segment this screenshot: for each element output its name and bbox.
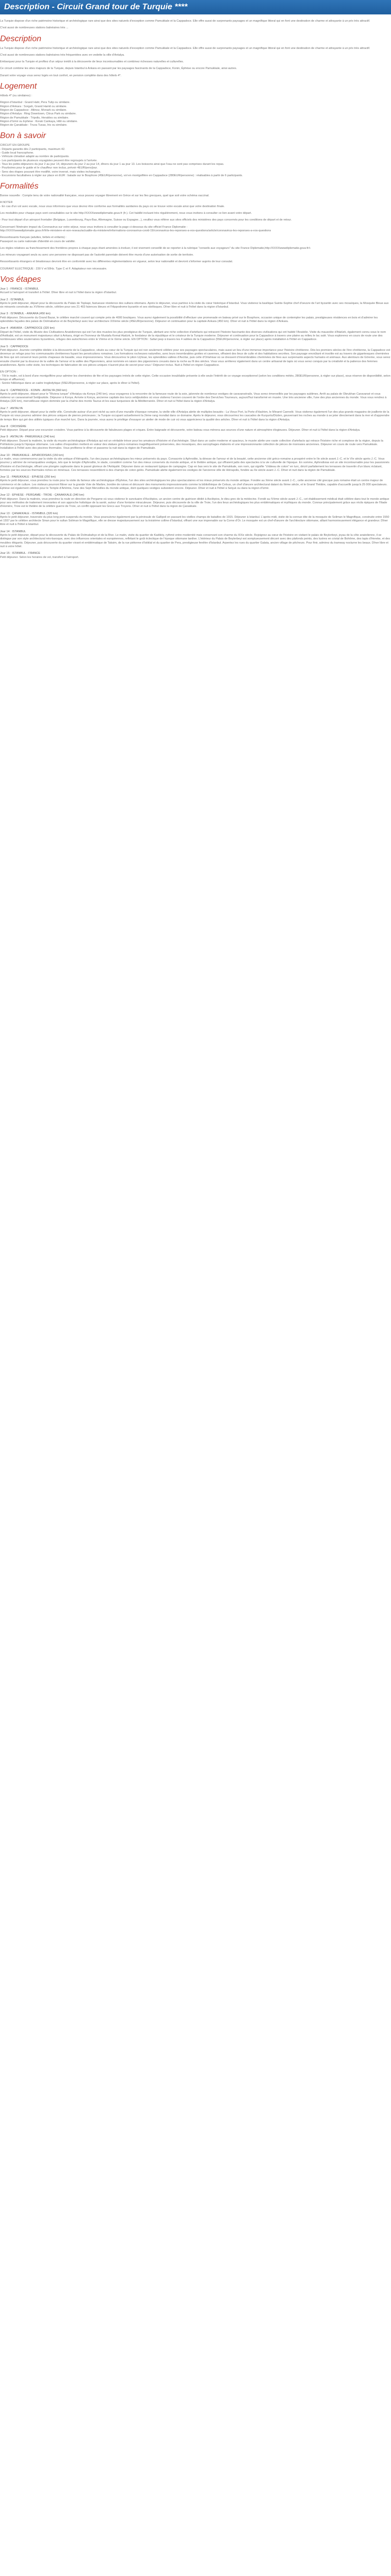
- paragraph: COURANT ELECTRIQUE : 230 V et 50Hz. Type C et F. Adaptateur non nécessaire.: [0, 267, 107, 270]
- day-text: Petit déjeuner. Durant la matinée, la visite du musée archéologique d'Antalya qui est un véritable trésor pour les amateurs d'histoire et d'archéologie. Situé dans un cadre moderne et spacieux, le musée abrite une vaste collection d'artefacts qui retrace l'histoire riche et complexe de la région, depuis la Préhistoire jusqu'à l'époque ottomane. Les salles d'exposition mettent en valeur des statues gréco-romaines magnifiquement préservées, des mosaïques, des sarcophages élaborés et une impressionnante collection de pièces de monnaies anciennes. Déjeuner en cours de route vers Pamukkale. Installation à l'hôtel avec des piscines thermales. Vous profiterez le dîner et passerez la nuit dans la région de Pamukkale.: [0, 439, 383, 450]
- logement-line: Région de Cappadoce : Altinoz, Monark ou similaire.: [0, 108, 67, 112]
- paragraph: La Turquie dispose d'un riche patrimoine historique et archéologique rare ainsi que des sites naturels d'exception comme Pamukkale et la Cappadoce. Elle offre aussi de surprenants paysages et un magnifique littoral qui en font une destination de charme et attrayante à un prix très attractif.: [0, 46, 370, 50]
- paragraph: - Pour tout départ d'un aéroport frontalier (Belgique, Luxembourg, Pays-Bas, Allemagne, Suisse ou Espagne...), veuillez vous référer aux sites officiels des ministères des pays concernés pour les conditions de départ et de retour.: [0, 218, 292, 222]
- day-title: Jour 2 : ISTANBUL: [0, 298, 25, 301]
- day-item: [0, 530, 391, 549]
- day-title: Jour 10 : PAMUKKALE - APHRODISIAS (150 km): [0, 453, 64, 457]
- day-text: Après le petit déjeuner, départ pour la découverte du Palais de Topkapi, fastueuse résidence des sultans ottomans. Après le déjeuner, vous partirez à la visite du cœur historique d'Istanbul. Vous visiterez la basilique Sainte-Sophie chef d'oeuvre de l'art byzantin avec ses mosaïques, la Mosquée Bleue aux six minarets construite au XVIIème siècle, célèbre pour ses 21 403 faïences bleues et l'Hippodrome byzantin et ses obélisques. Dîner libre et nuit à l'hôtel dans la région d'Istanbul.: [0, 301, 389, 309]
- title-bar: [0, 0, 391, 14]
- section-title: Bon à savoir: [0, 131, 46, 141]
- day-text: Après le petit-déjeuner, départ pour le "Riviera turque" d'Antalya via Konya (240 km), vous voyagerez à la rencontre de la fameuse route de la soie, jalonnée de nombreux vestiges de caravansérails. Vous serez émerveillés par les paysages sublimes. Arrêt au palais de Obrukhan Caravansé et vous visiterez un caravansérail Seldjoukide. Déjeuner à Konya. Arrivée à Konya, ancienne capitale des turcs seldjoukides où vous visiterez l'ancien couvent de l'ordre des Derviches Tourneurs, aujourd'hui transformé en musée. Une très ancienne ville, l'une des plus anciennes du monde. Vous vous rendrez à Antalya (320 km), merveilleuse région dominée par la chaîne des monts Taurus et les eaux turquoises de la Méditerranée. Dîner et nuit à l'hôtel dans la région d'Antalya.: [0, 392, 387, 403]
- paragraph: Ce circuit combine les sites majeurs de la Turquie, depuis Istanbul à Ankara en passant par les paysages fascinants de la Cappadoce, Konin, Éphèse ou encore Pamukkale, ainsi autres.: [0, 67, 237, 71]
- intro-paragraph: C'est aussi de nombreuses stations balnéaires très ...: [0, 26, 69, 30]
- paragraph: Les modalités pour chaque pays sont consultables sur le site http://XXXXwwwdiplomatie.gouv.fr (fr.). Cet habillé incluant très régulièrement, nous vous invitons à consulter ce lien avant votre départ.: [0, 212, 252, 215]
- logement-line: Région d'Ankara : Sorgah, Grand Hamit ou similaire.: [0, 105, 68, 108]
- day-item: [0, 512, 391, 527]
- paragraph: Ressortissants français (adultes, bébés et enfants) :: [0, 236, 67, 240]
- day-title: Jour 13 : ÇANAKKALE - ISTANBUL (320 km): [0, 512, 58, 515]
- day-title: Jour 8 : CROISIÈRE: [0, 425, 26, 428]
- day-title: Jour 14 : ISTANBUL: [0, 530, 26, 533]
- paragraph: Bonne nouvelle : Compte tenu de votre nationalité française, vous pouvez voyager librement en Grèce et sur les îles grecques, quel que soit votre schéma vaccinal.: [0, 194, 209, 198]
- logement-line: Région de Pamukkale : Tripolis, Herakles ou similaire.: [0, 116, 69, 120]
- day-extra: EN OPTION : - Tôt le matin, vol à bord d'une montgolfière pour admirer les cheminées de fée et les paysages irréels de cette région. Cette occasion inoubliable présente à elle seule l'intérêt de ce voyage exceptionnel (selon les conditions météo, 280EUR/personne, à régler sur place), sous réserve de disponibilité, selon temps et affluence). - Soirée folklorique dans un cadre troglodytique (55EUR/personne, à régler sur place, après le dîner à l'hôtel).: [0, 370, 390, 385]
- day-text: Petit déjeuner. Départ pour une excursion croisière. Vous partirez à la découverte de fabuleuses plages et criques. Entre baignade et découverte, votre bateau vous mènera aux sources d'une nature et atmosphère élogieuses. Déjeuner. Dîner et nuit à l'hôtel dans la région d'Antalya.: [0, 429, 361, 432]
- day-text: Petit déjeuner. Découverte du Grand Bazar, le célèbre marché couvert qui compte près de 4000 boutiques. Vous aurez également la possibilité d'effectuer une promenade en bateau privé sur le Bosphore, occasion unique de contempler les palais, prestigieuses résidences en bois et d'admirer les splendides façades des palais de Dolmabahce et de Beylerbeyi avec leur architecture XIXème siècle (45EUR/personne). Déjeuner et continuation pour la capitale Ankara (450 km). Dîner et nuit à l'hôtel dans la région d'Ankara.: [0, 316, 378, 324]
- day-text: Après le petit déjeuner, départ pour la vieille ville. Construite autour d'un port niché au sein d'une muraille d'époque romaine, la vieille ville d'Antalya abrite de multiples beautés : La Vieux Port, la Porte d'Hadrien, le Minaret Cannelé. Vous visiterez également l'un des plus grands magasins de joaillerie de la Turquie où vous pourrez admirer des pièces uniques de pierres précieuses ; la Turquie occupant actuellement la 2ème rang mondial dans ce domaine. Après le déjeuner, vous découvrirez les cascades de Kurşunlu/Düden, gouvernant les roches au monde à se jeter directement dans la mer et d'apprendre de temps libre qui gré des utilités typiques d'un marché turc. Dans la journée, vous aurez le privilège d'essayer un atelier de mode de cuir où vous apprécierez la qualité des articles. Dîner et nuit à l'hôtel dans la région d'Antalya.: [0, 411, 389, 421]
- info-line: - Excursions facultatives à régler sur place en EUR : balade sur le Bosphore (45EUR/personne), vol en montgolfière en Cappadoce (280EUR/personne) : réalisables à partir de 6 participants.: [0, 174, 243, 177]
- day-text: Petit déjeuner. Dans la matinée, vous prendrez la route en direction de Pergame où vous visiterez le sanctuaire d'Asclépios, un ancien centre de guérison dédié à Asclépios, le dieu grec de la médecine. Fondé au IVème siècle avant J.-C., cet établissement médical était célèbre dans tout le monde antique pour ses méthodes de traitement innovantes et son approche holistique de la santé, autour d'une fontaine miraculeuse. Déjeuner, puis découverte de la ville de Troie, l'un des lieux archéologiques les plus emblématiques et mythiques du monde. Connue principalement grâce aux récits épiques de l'Iliade d'Homère, Troie est le théâtre de la célèbre guerre de Troie, un conflit opposant les Grecs aux Troyens. Dîner et nuit à l'hôtel dans la région de Çanakkale.: [0, 497, 389, 509]
- info-line: - Sens des étapes pouvant être modifié, voire inversé, mais visites inchangées.: [0, 170, 101, 174]
- paragraph: A NOTER: [0, 201, 13, 205]
- day-title: Jour 15 : ISTANBUL - FRANCE: [0, 552, 41, 555]
- page-title: Description - Circuit Grand tour de Turquie ****: [4, 3, 188, 12]
- section-title: Formalités: [0, 182, 39, 191]
- paragraph: C'est aussi de nombreuses stations balnéaires très fréquentées avec en vedette la ville d'Antalya.: [0, 53, 125, 57]
- day-title: Jour 7 : ANTALYA: [0, 406, 23, 410]
- logement-line: Région d'Izmir ou Ephèse : Korak Cankaya, Hitit ou similaire.: [0, 120, 78, 123]
- link-text[interactable]: http://XXXXwwwdiplomatie.gouv.fr/fr/le-ministere-et-son-reseau/actualite-du-ministere/informations-coronavirus-covid-19/coronavirus-les-reponses-a-vos-questions/article/coronavirus-les-reponses-a-vos-questions: [0, 229, 271, 232]
- day-item: [0, 494, 391, 509]
- day-text: Petit déjeuner. Selon les horaires de vol, transfert à l'aéroport.: [0, 555, 79, 559]
- day-title: Jour 11 : PAMUKKALE - EPHESE (250 km): [0, 476, 56, 479]
- paragraph: Les règles relatives au franchissement des frontières propres à chaque pays étant amenées à évoluer, il est vivement conseillé de se reporter à la rubrique "conseils aux voyageurs" du site France Diplomatie,http://XXXXwwwdiplomatie.gouv.fr/r.: [0, 246, 311, 250]
- section-title: Description: [0, 34, 42, 43]
- info-line: - Tous les petits-déjeuners du jour 2 au jour 14, déjeuners du jour 2 au jour 14, dîners du jour 1 au jour 13. Les boissons ainsi que l'eau ne sont pas comprises durant les repas.: [0, 162, 224, 166]
- day-item: [0, 345, 391, 386]
- day-text: Après le petit déjeuner, départ pour la découverte du Palais de Dolmabahçe et de la Rive. Le matin, visite du quartier de Kadiköy, rythmé entre modernité mais conservant son charme du XIXe siècle. Rejoignez au cœur de l'histoire en visitant le palais de Beylerbeyi, joyau de la côte anatolienne, il se distingue par son style architectural néo-baroque, avec des influences orientales et européennes, reflétant le goût éclectique de l'époque ottomane tardive. L'intérieur du Palais de Beylerbeyi est somptueusement décoré avec des plafonds peints, des lustres en cristal de Bohême, des tapis d'Hereke, et des meubles élégants. Déjeuner, puis découverte du quartier vivant et emblématique de Taksim, de la rue piétonne d'Istiklal et du quartier de Pera, prestigieuse fenêtre d'Istanbul. Arpentez les rues du quartier Galata, ancien village de pêcheurs. Pour finir, admirez du tramway nocturne les beaux. Dîner libre et nuit à votre hôtel.: [0, 534, 390, 548]
- logement-line: Hôtels 4* (ou similaires) :: [0, 94, 32, 98]
- day-title: Jour 12 : EPHESE - PERGAME - TROIE - ÇANAKKALE (340 km): [0, 494, 85, 497]
- section-title: Logement: [0, 82, 37, 91]
- day-text: Après le petit déjeuner, vous prendrez la route pour la visite du fameux site archéologique d'Éphèse, l'un des sites archéologiques les plus spectaculaires et les mieux préservés du monde antique. Fondée au Xème siècle avant J.-C., cette ancienne cité grecque puis romaine était un centre majeur de commerce et de culture. Les visiteurs pourront flâner sur la grande Voie de Marbre, bordée de ruines et découvrir des monuments impressionnants comme la bibliothèque de Celsus, un chef d'œuvre architectural datant du IIème siècle, et le Grand Théâtre, capable d'accueillir jusqu'à 25 000 spectateurs. Éphèse est également célèbre pour le Temple d'Artémis, l'une des Sept Merveilles du monde antique, dont quelques vestiges subsistent encore. Déjeuner. Dîner et nuit à l'hôtel à Selçuk ou dans la région d'Izmir.: [0, 479, 387, 490]
- day-title: Jour 4 : ANKARA - CAPPADOCE (320 km): [0, 327, 55, 330]
- day-item: [0, 298, 391, 310]
- info-line: - Départs garantis dès 2 participants, maximum 42.: [0, 147, 66, 151]
- day-title: Jour 5 : CAPPADOCE: [0, 345, 28, 348]
- day-item: [0, 476, 391, 490]
- day-text: Départ de l'hôtel, visite du Musée des Civilisations Anatoliennes qui est l'un des musées les plus prestigieux de Turquie, abritant une riche collection d'artefacts qui retracent l'histoire fascinante des diverses civilisations qui ont habité l'Anatolie. Visite du mausolée d'Atatürk, également connu sous le nom d'Anitkabir, est un monument majestueux situé à Ankara, érigé en l'honneur de Mustafa Kemal Atatürk, le fondateur de la république et le créateur de la Turquie moderne. Déjeuner et continuation pour la Cappadoce à travers une plaine au milieu le lac salé. Vous explorerez en cours de route une des nombreuses villes souterraines byzantines, refuges des autochtones entre le VIème et le Xème siècle. EN OPTION : Safari jeep à travers les 4 vallées de la Cappadoce (55EUR/personne, à régler sur place) après installation à l'hôtel en Cappadoce.: [0, 330, 386, 342]
- intro-section: [0, 20, 391, 30]
- paragraph: Ressortissants étrangers et binationaux devront être en conformité avec les différentes réglementations en vigueur, selon leur nationalité et devront s'informer auprès de leur consulat.: [0, 260, 233, 264]
- day-item: [0, 312, 391, 324]
- day-item: [0, 425, 391, 433]
- logement-section: [0, 82, 391, 127]
- day-text: Accueil à l'aéroport et transfert à l'hôtel. Dîner libre et nuit à l'hôtel dans la région d'Istanbul.: [0, 291, 117, 295]
- day-item: [0, 454, 391, 472]
- day-title: Jour 9 : ANTALYA - PAMUKKALE (240 km): [0, 435, 55, 439]
- day-item: [0, 389, 391, 404]
- intro-paragraph: La Turquie dispose d'un riche patrimoine historique et archéologique rare ainsi que des sites naturels d'exception comme Pamukkale et la Cappadoce. Elle offre aussi de surprenants paysages et un magnifique littoral qui en font une destination de charme et attrayante à un prix très attractif.: [0, 20, 370, 23]
- paragraph: Les mineurs voyageant seuls ou avec une personne ne disposant pas de l'autorité parentale doivent être munis d'une autorisation de sortie de territoire.: [0, 253, 194, 257]
- day-text: Après le petit déjeuner, traversée du plus long pont suspendu du monde. Vous poursuivrez également par la péninsule de Gallipoli en passant les vieilles champs de batailles de 1915. Déjeuner à Istanbul. L'après-midi, visite de la connue dite de la mosquée de Soliman le Magnifique, construite entre 1550 et 1557 par le célèbre architecte Sinan pour le sultan Soliman le Magnifique, elle se dresse majestueusement sur la troisième colline d'Istanbul, offrant une vue imprenable sur la Corne d'Or. Le mosquée est un chef-d'œuvre de l'architecture ottomane, alliant harmonieusement élégance et grandeur. Dîner libre et nuit à l'hôtel à Istanbul.: [0, 515, 389, 527]
- info-line: CIRCUIT EN GROUPE: [0, 144, 30, 147]
- day-title: Jour 3 : ISTANBUL - ANKARA (450 km): [0, 312, 51, 316]
- info-line: - Véhicule climatisé adapté au nombre de participants.: [0, 155, 70, 159]
- paragraph: Durant votre voyage vous serez logés en tout confort, en pension complète dans des hôtels 4*.: [0, 74, 122, 77]
- paragraph: - En cas d'un vol avec escale, nous vous informons que vous devrez être conforme aux formalités sanitaires du pays où se trouve votre escale ainsi que votre destination finale.: [0, 205, 225, 208]
- paragraph: Passeport ou carte nationale d'identité en cours de validité.: [0, 240, 76, 243]
- etapes-section: [0, 275, 391, 560]
- section-title: Vos étapes: [0, 275, 41, 284]
- info-line: - Guide local francophone.: [0, 151, 34, 155]
- day-item: [0, 552, 391, 560]
- logement-line: Région d'Istanbul : Grand Hatir, Pera Tulip ou similaire.: [0, 101, 71, 105]
- info-line: - Les participants de plusieurs voyagistes peuvent être regroupés à l'arrivée.: [0, 159, 97, 162]
- logement-line: Région de Çanakkale : Truva Tusas, Iris ou similaire.: [0, 124, 68, 127]
- description-section: [0, 35, 391, 78]
- bon-savoir-section: [0, 131, 391, 178]
- day-text: Petit déjeuner. Journée complète dédiée à la découverte de la Cappadoce, située au cœur de la Turquie qui est non seulement célèbre pour ses paysages spectaculaires, mais aussi un lieu d'une immense importance pour l'histoire chrétienne. Dès les premiers siècles de l'ère chrétienne, la Cappadoce est devenue un refuge pour les communautés chrétiennes fuyant les persécutions romaines. Les formations rocheuses naturelles, avec leurs innombrables grottes et cavernes, offraient des lieux de culte et des habitations secrètes. Son paysage envoûtant et insolite est au travers de gigantesques cheminées de fées qui ont conservé leurs peints chapeaux de basalte, vous impressionnera. Vous découvrirez le piton Uçhisar, les splendides vallées d'Avcilar, puis celle d'Ortahisar où se dressent d'innombrables cheminées de fées aux surprenants aspects humains et animaux. Aux alentours de Göreme, vous serez ensuite charmé par la douceur de la vallée de l'amour et la vallée des Pigeonniers, ainsi nommée en raison des pigeonniers creusés dans la roche au fil des siècles. Vous vous arrêterez également dans un centre artisanal de tapis où vous serez conquis par la créativité et la patience des femmes anatoliennes. Après cette visite, les techniques de fabrication de ces pièces uniques n'auront plus de secret pour vous ! Déjeuner inclus. Nuit à l'hôtel en région Cappadoce.: [0, 348, 390, 367]
- info-line: - Pourboires pour le guide et le chauffeur non inclus, prévoir 4EUR/pers/jour.: [0, 166, 98, 170]
- day-item: [0, 287, 391, 295]
- day-title: Jour 6 : CAPPADOCE - KONIN - ANTALYA (560 km): [0, 388, 67, 392]
- day-item: [0, 435, 391, 450]
- day-title: Jour 1 : FRANCE - ISTANBUL: [0, 287, 39, 291]
- logement-line: Région d'Antalya : Ring Downtown, Citrus Park ou similaire.: [0, 112, 77, 116]
- day-item: [0, 407, 391, 422]
- day-item: [0, 327, 391, 342]
- paragraph: Embarquez pour la Turquie et profitez d'un séjour inédit à la découverte de lieux incontournables et combinez richesses naturelles et culturelles.: [0, 60, 184, 64]
- formalites-section: [0, 182, 391, 271]
- days-list: [0, 287, 391, 560]
- page: [0, 0, 391, 560]
- paragraph: Concernant l'itinéraire impact du Coronavirus sur votre séjour, nous vous invitons à consulter la page ci-dessous du site officiel France Diplomatie :: [0, 225, 188, 229]
- day-text: Le matin, vous commencerez par la visite du site antique d'Hiérapolis, l'un des joyaux archéologiques les mieux préservés du pays. Consacrée à Aphrodite, la déesse de l'amour et de la beauté, cette ancienne cité gréco-romaine a prospéré entre le IIe siècle avant J.-C. et le VIe siècle après J.-C. Vous pourrez y admirer de remarquables vestiges, tels que le temple d'Aphrodite, le stade, considéré comme l'un des mieux conservés du monde antique, et le théâtre antique, qui offraient jadis des spectacles à la vie culturelle de l'époque. En somme, Aphrodisias est un site incontournable pour les passionnés d'histoire et d'archéologie, offrant une plongée captivante dans le passé glorieux de l'Antiquité. Déjeuner dans un restaurant typique de campagne. Cap en bas vers le site de Pamukkale, son nom, qui signifie "château de coton" en turc, décrit parfaitement les terrasses de travertin d'un blanc éclatant, formées par les sources thermales riches en minéraux. Ces terrasses ressemblent à des champs de coton gelés. Pamukkale abrite également les vestiges de l'ancienne ville de Hiérapolis, fondée au IIe siècle avant J.-C. Dîner et nuit dans la région de Pamukkale.: [0, 457, 389, 472]
